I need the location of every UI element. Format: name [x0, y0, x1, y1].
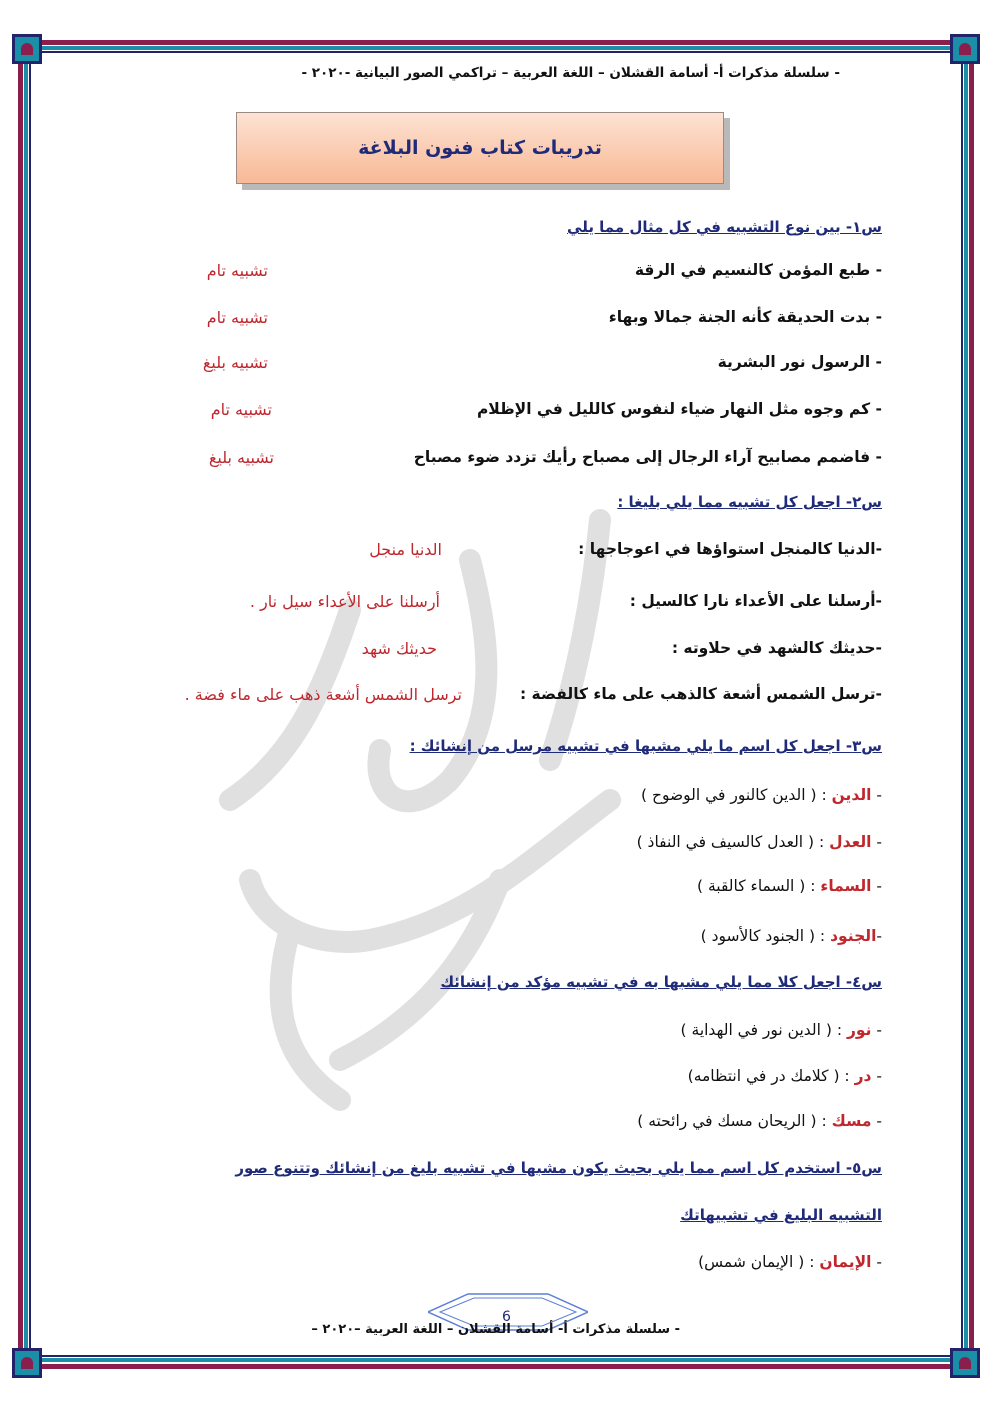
q3-item-bullet: - — [871, 833, 882, 851]
page-border-left-inner — [24, 48, 28, 1355]
q1-answer: تشبيه تام — [206, 308, 268, 327]
q4-item-term: مسك — [831, 1112, 872, 1130]
q4-item-bullet: - — [871, 1067, 882, 1085]
q4-item-answer: : ( الدين نور في الهداية ) — [680, 1021, 847, 1039]
q2-item — [520, 685, 882, 703]
q1-item-text: - فاضمم مصابيح آراء الرجال إلى مصباح رأيك تزدد ضوء مصباح — [413, 448, 882, 466]
q4-heading: س٤- اجعل كلا مما يلي مشبها به في تشبيه مؤكد من إنشائك — [440, 973, 882, 991]
page-border-bottom — [30, 1364, 962, 1369]
q1-answer: تشبيه بليغ — [202, 353, 268, 372]
corner-ornament-icon — [12, 34, 42, 64]
page-header: - سلسلة مذكرات أ- أسامة القشلان – اللغة العربية – تراكمي الصور البيانية -٢٠٢٠ - — [301, 65, 840, 81]
q2-answer: الدنيا منجل — [369, 540, 442, 559]
q3-item — [641, 786, 882, 804]
q3-item-term: العدل — [829, 833, 872, 851]
q1-answer: تشبيه بليغ — [208, 448, 274, 467]
q5-item-answer: : ( الإيمان شمس) — [698, 1253, 820, 1271]
page-number: 6 — [502, 1309, 511, 1325]
q1-item — [477, 400, 882, 418]
q3-item-answer: : ( السماء كالقبة ) — [696, 877, 821, 895]
q2-heading: س٢- اجعل كل تشبيه مما يلي بليغا : — [617, 493, 882, 511]
page-border-left-line — [29, 48, 31, 1355]
q3-item — [637, 833, 882, 851]
q3-item-answer: : ( العدل كالسيف في النفاذ ) — [636, 833, 830, 851]
q4-item — [688, 1067, 882, 1085]
q3-item-term: الجنود — [830, 927, 877, 945]
q1-answer: تشبيه تام — [210, 400, 272, 419]
page-footer: - سلسلة مذكرات أ- أسامة القشلان – اللغة العربية –٢٠٢٠ – — [311, 1322, 680, 1337]
q2-item — [630, 592, 882, 610]
q2-item — [672, 639, 882, 657]
q3-item — [697, 877, 882, 895]
q2-answer: حديثك شهد — [361, 639, 437, 658]
q3-item-bullet: - — [876, 927, 882, 945]
q3-item-term: السماء — [820, 877, 872, 895]
page-border-top-inner — [30, 46, 962, 50]
page-border-right-inner — [964, 48, 968, 1355]
q3-item-bullet: - — [871, 786, 882, 804]
q1-item — [414, 448, 882, 466]
q1-item — [635, 261, 882, 279]
q4-item-term: نور — [847, 1021, 872, 1039]
q2-answer: ترسل الشمس أشعة ذهب على ماء فضة . — [184, 685, 462, 704]
q4-item-bullet: - — [871, 1112, 882, 1130]
title-banner — [236, 112, 724, 184]
q5-item — [698, 1253, 882, 1271]
q5-item-bullet: - — [871, 1253, 882, 1271]
q4-item-answer: : ( كلامك در في انتظامه) — [687, 1067, 855, 1085]
q1-heading: س١- بين نوع التشبيه في كل مثال مما يلي — [567, 218, 882, 236]
corner-ornament-icon — [950, 1348, 980, 1378]
q2-item — [578, 540, 882, 558]
corner-ornament-icon — [12, 1348, 42, 1378]
q5-item-term: الإيمان — [819, 1253, 872, 1271]
q3-heading: س٣- اجعل كل اسم ما يلي مشبها في تشبيه مرسل من إنشائك : — [409, 737, 882, 755]
q1-item — [609, 308, 882, 326]
q4-item-term: در — [854, 1067, 872, 1085]
q1-answer: تشبيه تام — [206, 261, 268, 280]
page-border-top — [30, 40, 962, 45]
q2-item-text: -ترسل الشمس أشعة كالذهب على ماء كالفضة : — [519, 685, 882, 703]
q2-item-text: -أرسلنا على الأعداء نارا كالسيل : — [629, 592, 882, 610]
q1-item-text: - كم وجوه مثل النهار ضياء لنفوس كالليل في الإظلام — [476, 400, 882, 418]
q5-heading: س٥- استخدم كل اسم مما يلي بحيث يكون مشبها في تشبيه بليغ من إنشائك وتتنوع صور — [235, 1159, 882, 1177]
q3-item-answer: : ( الدين كالنور في الوضوح ) — [640, 786, 832, 804]
q2-answer: أرسلنا على الأعداء سيل نار . — [249, 592, 440, 611]
q2-item-text: -حديثك كالشهد في حلاوته : — [671, 639, 882, 657]
q2-item-text: -الدنيا كالمنجل استواؤها في اعوجاجها : — [578, 540, 882, 558]
q1-item-text: - بدت الحديقة كأنه الجنة جمالا وبهاء — [608, 308, 882, 326]
q3-item-bullet: - — [871, 877, 882, 895]
page-border-top-line — [30, 51, 962, 53]
page-border-right — [969, 48, 974, 1355]
q4-item-bullet: - — [871, 1021, 882, 1039]
page-title: تدريبات كتاب فنون البلاغة — [358, 137, 602, 159]
q3-item-answer: : ( الجنود كالأسود ) — [700, 927, 831, 945]
q4-item — [637, 1112, 882, 1130]
q1-item-text: - طبع المؤمن كالنسيم في الرقة — [634, 261, 882, 279]
q5-heading-continued: التشبيه البليغ في تشبيهاتك — [680, 1206, 882, 1224]
page-border-bottom-line — [30, 1355, 962, 1357]
q1-item-text: - الرسول نور البشرية — [717, 353, 882, 371]
q1-item — [718, 353, 882, 371]
q3-item-term: الدين — [831, 786, 872, 804]
page-border-bottom-inner — [30, 1358, 962, 1362]
page-border-right-line — [961, 48, 963, 1355]
page-border-left — [18, 48, 23, 1355]
q4-item-answer: : ( الريحان مسك في رائحته ) — [637, 1112, 832, 1130]
corner-ornament-icon — [950, 34, 980, 64]
q3-item — [701, 927, 882, 945]
q4-item — [681, 1021, 882, 1039]
